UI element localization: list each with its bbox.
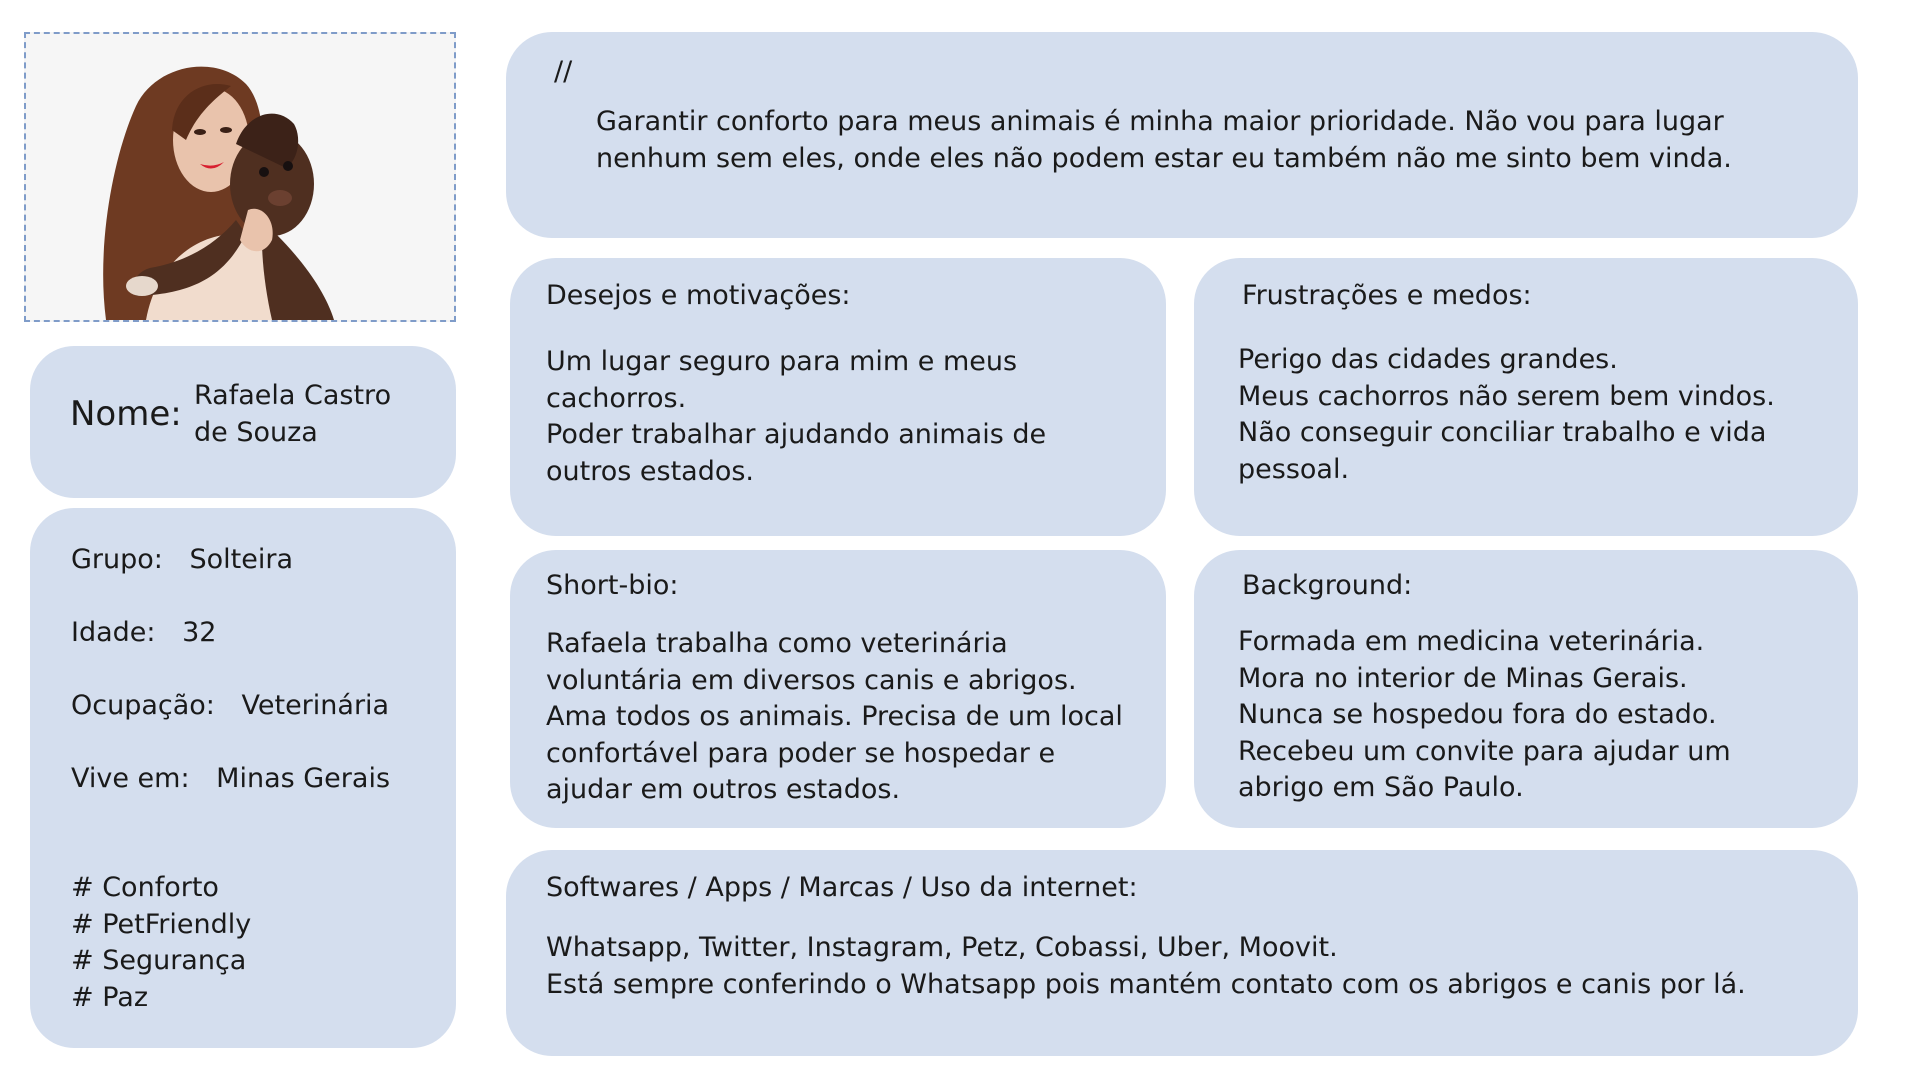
shortbio-line: voluntária em diversos canis e abrigos. <box>546 664 1077 696</box>
quote-text <box>596 104 1732 177</box>
tag-item: # Paz <box>71 981 148 1013</box>
shortbio-text <box>546 626 1123 809</box>
vive-value: Minas Gerais <box>216 763 391 794</box>
name-line: de Souza <box>194 416 318 448</box>
persona-photo-frame <box>24 32 456 322</box>
background-line: Formada em medicina veterinária. <box>1238 626 1705 657</box>
softwares-line: Whatsapp, Twitter, Instagram, Petz, Cobassi, Uber, Moovit. <box>546 932 1338 963</box>
idade-label: Idade: <box>71 617 156 648</box>
shortbio-card <box>510 550 1166 828</box>
frustracoes-line: Meus cachorros não serem bem vindos. <box>1238 380 1775 412</box>
shortbio-title: Short-bio: <box>546 570 679 601</box>
quote-mark: // <box>554 56 573 87</box>
softwares-card <box>506 850 1858 1056</box>
softwares-text <box>546 930 1746 1003</box>
background-line: Nunca se hospedou fora do estado. <box>1238 699 1717 730</box>
frustracoes-card <box>1194 258 1858 536</box>
grupo-label: Grupo: <box>71 544 163 575</box>
background-title: Background: <box>1242 570 1413 601</box>
background-line: Mora no interior de Minas Gerais. <box>1238 662 1688 694</box>
shortbio-line: ajudar em outros estados. <box>546 774 901 805</box>
idade-value: 32 <box>182 617 217 648</box>
vive-row <box>71 763 390 794</box>
tags-list <box>71 870 251 1016</box>
ocupacao-row <box>71 690 389 721</box>
desejos-title: Desejos e motivações: <box>546 280 851 311</box>
tag-item: # Conforto <box>71 872 219 903</box>
background-text <box>1238 624 1731 807</box>
softwares-line: Está sempre conferindo o Whatsapp pois mantém contato com os abrigos e canis por lá. <box>546 968 1746 1000</box>
frustracoes-text <box>1238 342 1775 488</box>
desejos-card <box>510 258 1166 536</box>
frustracoes-line: Perigo das cidades grandes. <box>1238 344 1618 375</box>
tag-item: # PetFriendly <box>71 908 252 940</box>
softwares-title: Softwares / Apps / Marcas / Uso da internet: <box>546 872 1138 903</box>
background-line: abrigo em São Paulo. <box>1238 772 1524 803</box>
desejos-line: cachorros. <box>546 382 687 414</box>
quote-line: Garantir conforto para meus animais é minha maior prioridade. Não vou para lugar <box>596 106 1724 137</box>
shortbio-line: Ama todos os animais. Precisa de um local <box>546 701 1123 732</box>
ocupacao-value: Veterinária <box>241 690 390 721</box>
desejos-line: Poder trabalhar ajudando animais de <box>546 419 1047 450</box>
name-value <box>194 378 391 451</box>
grupo-value: Solteira <box>189 544 293 575</box>
background-card <box>1194 550 1858 828</box>
ocupacao-label: Ocupação: <box>71 690 215 721</box>
idade-row <box>71 617 216 648</box>
desejos-text <box>546 344 1046 490</box>
background-line: Recebeu um convite para ajudar um <box>1238 735 1731 767</box>
details-card <box>30 508 456 1048</box>
desejos-line: outros estados. <box>546 455 755 487</box>
persona-photo <box>26 34 454 320</box>
name-card <box>30 346 456 498</box>
frustracoes-line: pessoal. <box>1238 453 1350 485</box>
vive-label: Vive em: <box>71 763 190 794</box>
frustracoes-line: Não conseguir conciliar trabalho e vida <box>1238 417 1767 448</box>
shortbio-line: confortável para poder se hospedar e <box>546 737 1056 769</box>
name-label: Nome: <box>70 394 182 434</box>
quote-card <box>506 32 1858 238</box>
name-line: Rafaela Castro <box>194 380 392 411</box>
tag-item: # Segurança <box>71 945 247 976</box>
grupo-row <box>71 544 293 575</box>
quote-line: nenhum sem eles, onde eles não podem estar eu também não me sinto bem vinda. <box>596 142 1732 174</box>
desejos-line: Um lugar seguro para mim e meus <box>546 346 1018 377</box>
shortbio-line: Rafaela trabalha como veterinária <box>546 628 1008 659</box>
frustracoes-title: Frustrações e medos: <box>1242 280 1532 311</box>
